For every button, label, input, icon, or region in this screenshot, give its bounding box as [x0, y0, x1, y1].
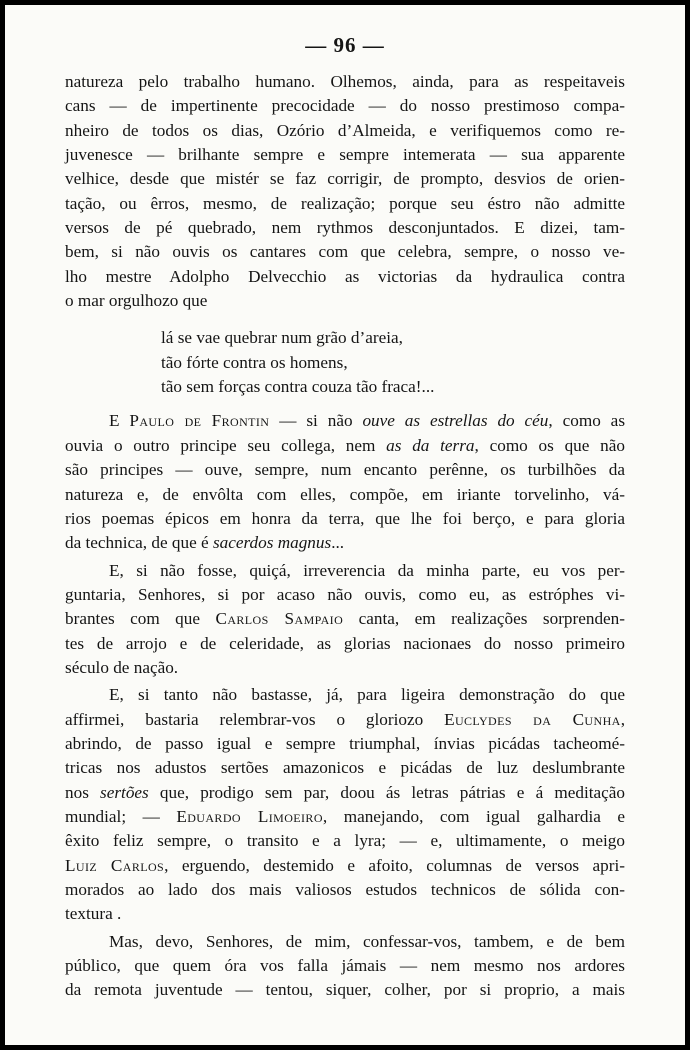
- text-line: guntaria, Senhores, si por acaso não ouvis, como eu, as estróphes vi-: [65, 584, 625, 604]
- text-line: morados ao lado dos mais valiosos estudos technicos de sólida con-: [65, 880, 625, 899]
- text-line: rios poemas épicos em honra da terra, que lhe foi berço, e para gloria: [65, 508, 625, 528]
- text-line: textura .: [65, 904, 122, 924]
- verse-quote: [65, 326, 625, 399]
- text-line: E, si não fosse, quiçá, irreverencia da minha parte, eu vos per-: [109, 560, 625, 580]
- person-name: Euclydes da Cunha: [444, 709, 621, 729]
- text-line: tação, ou êrros, mesmo, de realização; porque seu éstro não admitte: [65, 193, 625, 213]
- text-line: nheiro de todos os dias, Ozório d’Almeida, e verifiquemos como re-: [65, 120, 625, 140]
- text-line: êxito feliz sempre, o transito e a lyra; — e, ultimamente, o meigo: [65, 831, 625, 851]
- person-name: Luiz Carlos: [65, 855, 165, 875]
- text-line: bem, si não ouvis os cantares com que celebra, sempre, o nosso ve-: [65, 242, 625, 262]
- italic-phrase: as da terra: [386, 435, 475, 455]
- text-line: natureza e, de envôlta com elles, compõe, em iriante torvelinho, vá-: [65, 484, 625, 504]
- text-line: affirmei, bastaria relembrar-vos o gloriozo Euclydes da Cunha,: [65, 709, 625, 729]
- text-line: público, que quem óra vos falla jámais — nem mesmo nos ardores: [65, 956, 625, 976]
- person-name: Eduardo Limoeiro: [176, 806, 323, 826]
- text-line: da technica, de que é sacerdos magnus...: [65, 533, 345, 553]
- verse-line: lá se vae quebrar num grão d’areia,: [161, 328, 403, 348]
- paragraph-closing: [65, 930, 625, 1003]
- text-line: são principes — ouve, sempre, num encanto perênne, os turbilhões da: [65, 460, 625, 480]
- text-line: E Paulo de Frontin — si não ouve as estrellas do céu, como as: [109, 411, 626, 431]
- italic-phrase: sertões: [100, 782, 149, 802]
- text-line: tes de arrojo e de celeridade, as glorias nacionaes do nosso primeiro: [65, 633, 625, 653]
- italic-phrase: ouve as estrellas do céu: [362, 411, 549, 431]
- text-line: Mas, devo, Senhores, de mim, confessar-vos, tambem, e de bem: [109, 931, 625, 951]
- body-text: [65, 70, 625, 1003]
- book-page: [5, 5, 685, 1045]
- paragraph-ozorio: [65, 70, 625, 313]
- text-line: da remota juventude — tentou, siquer, colher, por si proprio, a mais: [65, 980, 625, 1000]
- text-line: cans — de impertinente precocidade — do nosso prestimoso compa-: [65, 96, 625, 116]
- text-line: velhice, desde que mistér se faz corrigir, de prompto, desvios de orien-: [65, 169, 625, 189]
- verse-line: tão fórte contra os homens,: [161, 352, 348, 372]
- text-line: abrindo, de passo igual e sempre triumphal, ínvias picádas tacheomé-: [65, 733, 625, 753]
- text-line: versos de pé quebrado, nem rythmos desconjuntados. E dizei, tam-: [65, 218, 625, 238]
- verse-line: tão sem forças contra couza tão fraca!...: [161, 377, 435, 397]
- paragraph-euclydes: [65, 683, 625, 926]
- paragraph-sampaio: [65, 559, 625, 681]
- italic-phrase: sacerdos magnus: [212, 533, 332, 553]
- text-line: E, si tanto não bastasse, já, para ligeira demonstração do que: [109, 685, 625, 705]
- text-line: natureza pelo trabalho humano. Olhemos, ainda, para as respeitaveis: [65, 72, 625, 91]
- text-line: nos sertões que, prodigo sem par, doou ás letras pátrias e á meditação: [65, 782, 625, 802]
- text-line: brantes com que Carlos Sampaio canta, em realizações sorprenden-: [65, 609, 625, 629]
- text-line: o mar orgulhozo que: [65, 291, 208, 311]
- person-name: Carlos Sampaio: [215, 609, 344, 629]
- text-line: Luiz Carlos, erguendo, destemido e afoito, columnas de versos apri-: [65, 855, 625, 875]
- text-line: lho mestre Adolpho Delvecchio as victorias da hydraulica contra: [65, 266, 625, 286]
- text-line: mundial; — Eduardo Limoeiro, manejando, com igual galhardia e: [65, 806, 626, 826]
- person-name: Paulo de Frontin: [129, 411, 270, 431]
- paragraph-frontin: [65, 409, 625, 555]
- text-line: ouvia o outro principe seu collega, nem as da terra, como os que não: [65, 435, 625, 455]
- text-line: juvenesce — brilhante sempre e sempre intemerata — sua apparente: [65, 145, 625, 165]
- text-line: tricas nos adustos sertões amazonicos e picádas de luz deslumbrante: [65, 758, 625, 778]
- page-number: — 96 —: [305, 33, 385, 57]
- text-line: século de nação.: [65, 657, 179, 677]
